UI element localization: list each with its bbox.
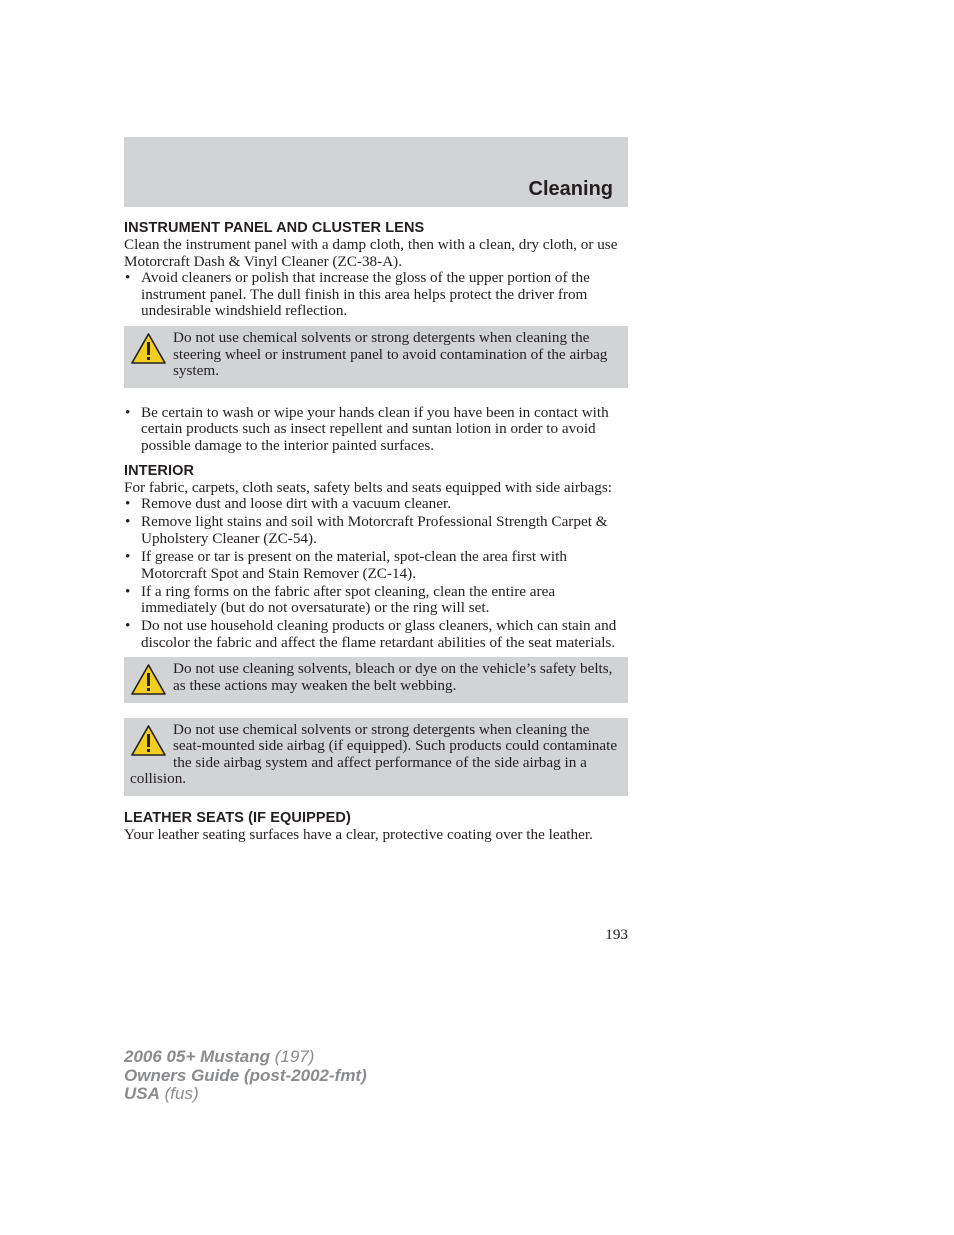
warning-triangle-icon bbox=[130, 724, 167, 758]
footer-model-code: (197) bbox=[274, 1047, 315, 1066]
paragraph-interior-intro: For fabric, carpets, cloth seats, safety belts and seats equipped with side airbags: bbox=[124, 478, 612, 496]
heading-leather-seats: LEATHER SEATS (IF EQUIPPED) bbox=[124, 810, 351, 827]
list-item: • If grease or tar is present on the material, spot-clean the area first with Motorcraft Spot and Stain Remover (ZC-14). bbox=[124, 549, 628, 582]
section-header-band bbox=[124, 137, 628, 207]
paragraph-instrument-panel-intro: Clean the instrument panel with a damp cloth, then with a clean, dry cloth, or use Motorcraft Dash & Vinyl Cleaner (ZC-38-A). bbox=[124, 236, 618, 270]
list-item: • Be certain to wash or wipe your hands clean if you have been in contact with certain products such as insect repellent and suntan lotion in order to avoid possible damage to the interior painted surfaces. bbox=[124, 405, 628, 455]
warning-text: Do not use chemical solvents or strong detergents when cleaning the steering wheel or instrument panel to avoid contamination of the airbag system. bbox=[173, 328, 608, 380]
warning-text: Do not use cleaning solvents, bleach or dye on the vehicle’s safety belts, as these actions may weaken the belt webbing. bbox=[173, 660, 613, 695]
list-item: • Avoid cleaners or polish that increase the gloss of the upper portion of the instrument panel. The dull finish in this area helps protect the driver from undesirable windshield reflection. bbox=[124, 270, 628, 320]
heading-interior: INTERIOR bbox=[124, 462, 195, 479]
section-title: Cleaning bbox=[528, 178, 613, 200]
document-footer bbox=[124, 1048, 367, 1104]
footer-market-code: (fus) bbox=[164, 1084, 199, 1103]
page-content bbox=[124, 220, 628, 844]
list-item: • Do not use household cleaning products or glass cleaners, which can stain and discolor the fabric and affect the flame retardant abilities of the seat materials. bbox=[124, 618, 628, 651]
warning-box-side-airbag bbox=[124, 718, 628, 796]
list-item: • Remove light stains and soil with Motorcraft Professional Strength Carpet & Upholstery Cleaner (ZC-54). bbox=[124, 514, 628, 547]
list-item: • If a ring forms on the fabric after spot cleaning, clean the entire area immediately (but do not oversaturate) or the ring will set. bbox=[124, 584, 628, 617]
heading-instrument-panel: INSTRUMENT PANEL AND CLUSTER LENS bbox=[124, 220, 425, 236]
paragraph-leather-intro: Your leather seating surfaces have a clear, protective coating over the leather. bbox=[124, 826, 593, 844]
bullet-list-hand-cleaning bbox=[124, 405, 628, 455]
warning-box-safety-belts bbox=[124, 657, 628, 702]
page-number: 193 bbox=[605, 926, 628, 943]
warning-box-airbag-steering bbox=[124, 326, 628, 388]
warning-text: Do not use chemical solvents or strong detergents when cleaning the seat-mounted side airbag (if equipped). Such products could contaminate the side airbag system and affect performance of the side airbag in a collision. bbox=[130, 720, 618, 788]
bullet-list-instrument-panel bbox=[124, 270, 628, 320]
warning-triangle-icon bbox=[130, 663, 167, 697]
list-item: • Remove dust and loose dirt with a vacuum cleaner. bbox=[124, 496, 628, 513]
bullet-list-interior bbox=[124, 496, 628, 651]
footer-market: USA bbox=[124, 1084, 160, 1103]
footer-guide: Owners Guide (post-2002-fmt) bbox=[124, 1065, 367, 1085]
footer-model: 2006 05+ Mustang bbox=[124, 1047, 270, 1066]
warning-triangle-icon bbox=[130, 332, 167, 366]
